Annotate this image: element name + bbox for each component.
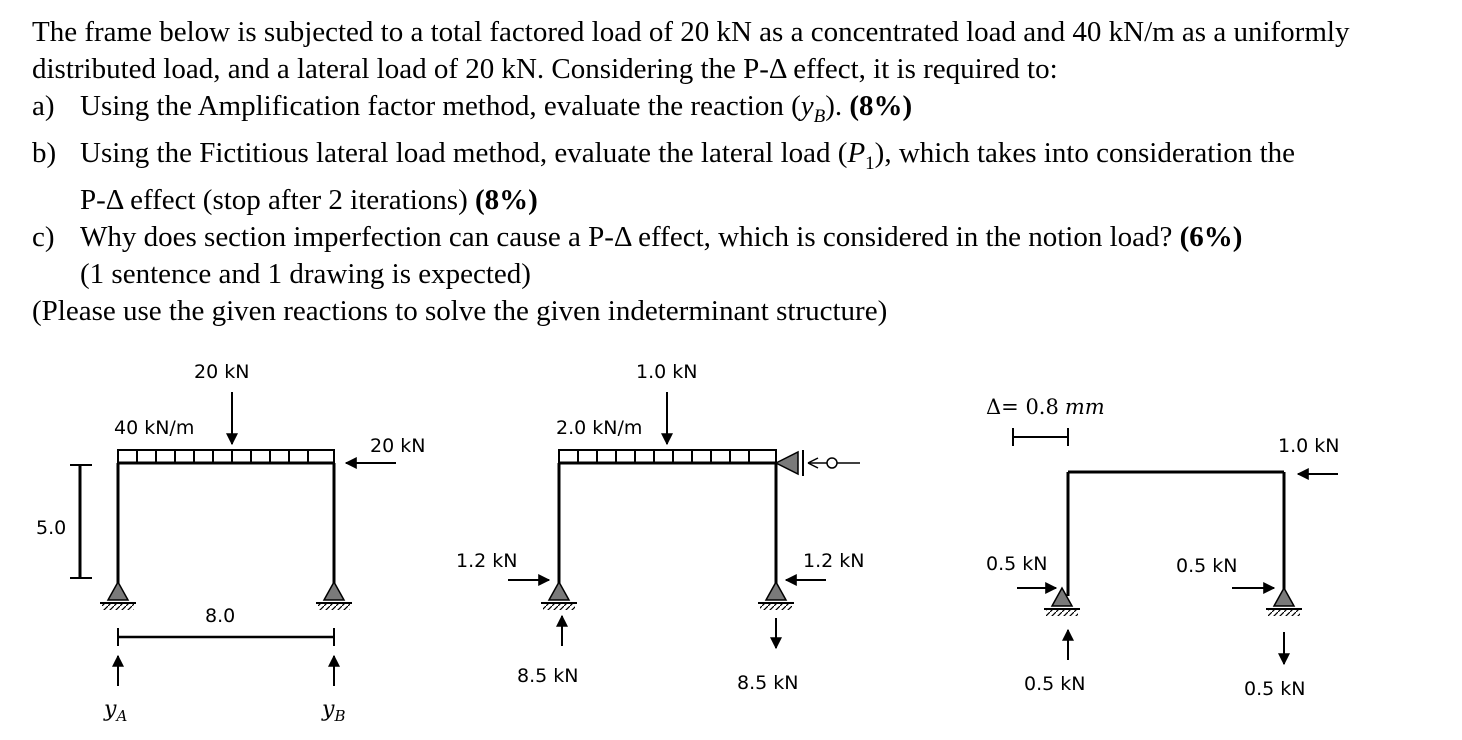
part-a-text: Using the Amplification factor method, evaluate the reaction (: [80, 90, 801, 122]
part-b-line-2-text: P-Δ effect (stop after 2 iterations): [80, 183, 468, 216]
part-c-marks: (6%): [1179, 220, 1243, 253]
frame-2-lateral-restraint: [776, 450, 860, 476]
part-a-after: ).: [825, 90, 843, 122]
part-b-after: ), which takes into consideration the: [874, 136, 1296, 169]
frame-3-left-horizontal-label: 0.5 kN: [986, 553, 1048, 575]
frame-2-point-load-label: 1.0 kN: [636, 361, 698, 383]
frame-1-reaction-b-label: [321, 697, 345, 725]
part-c-text: Why does section imperfection can cause a P-Δ effect, which is considered in the notion load?: [80, 220, 1173, 253]
frame-3-delta-label: [986, 395, 1105, 419]
frame-3-delta-value: 0.8: [1025, 395, 1059, 419]
frame-1-support-a: [100, 582, 136, 610]
part-b-marks: (8%): [474, 183, 538, 216]
note-line: (Please use the given reactions to solve the given indeterminant structure): [32, 294, 888, 327]
frame-3: [986, 395, 1339, 700]
part-c-line-2: (1 sentence and 1 drawing is expected): [80, 257, 531, 290]
frame-1-udl-label: 40 kN/m: [114, 417, 195, 439]
intro-line-1: The frame below is subjected to a total factored load of 20 kN as a concentrated load and 40 kN/m as a uniformly: [32, 16, 1350, 48]
frame-3-right-horizontal-label: 0.5 kN: [1176, 555, 1238, 577]
part-a-subscript: B: [813, 105, 826, 127]
part-b-tag: b): [32, 136, 57, 169]
part-a-marks: (8%): [849, 90, 913, 122]
frame-1-reaction-a-label: [103, 697, 127, 725]
part-a-tag: a): [32, 90, 55, 122]
frame-2-left-horizontal-label: 1.2 kN: [456, 550, 518, 572]
frame-2-support-a: [541, 582, 577, 610]
frame-3-left-vertical-label: 0.5 kN: [1024, 673, 1086, 695]
frame-1-lateral-load-label: 20 kN: [370, 435, 426, 457]
frame-1-reaction-a-var: y: [104, 697, 117, 722]
frame-2-right-horizontal-label: 1.2 kN: [803, 550, 865, 572]
frame-1-height-dimension: [70, 465, 92, 578]
frame-3-support-b: [1266, 588, 1302, 616]
frame-2-left-vertical-label: 8.5 kN: [517, 665, 579, 687]
frame-2: [456, 361, 864, 694]
intro-line-2: distributed load, and a lateral load of 20 kN. Considering the P-Δ effect, it is required to:: [32, 53, 1058, 85]
frame-1-span-label: 8.0: [205, 605, 236, 627]
frame-3-delta-bracket: [1013, 428, 1068, 446]
frame-1-height-label: 5.0: [36, 517, 67, 539]
frame-3-right-vertical-label: 0.5 kN: [1244, 678, 1306, 700]
frame-3-delta-unit: mm: [1064, 395, 1105, 419]
part-b-subscript: 1: [865, 152, 875, 174]
part-b-text: Using the Fictitious lateral load method, evaluate the lateral load (: [80, 136, 848, 169]
frame-1-span-dimension: [118, 628, 334, 646]
frame-2-udl-label: 2.0 kN/m: [556, 417, 643, 439]
frame-1-point-load-label: 20 kN: [194, 361, 250, 383]
frame-3-delta-prefix: Δ=: [986, 395, 1026, 419]
frame-2-right-vertical-label: 8.5 kN: [737, 672, 799, 694]
frame-3-support-a: [1044, 588, 1080, 616]
part-a-variable: y: [800, 90, 814, 122]
frame-2-support-b: [758, 582, 794, 610]
part-c-tag: c): [32, 220, 55, 253]
frame-1-support-b: [316, 582, 352, 610]
frame-2-udl-block: [559, 450, 776, 463]
frame-3-lateral-load-label: 1.0 kN: [1278, 435, 1340, 457]
frame-1: [36, 361, 425, 725]
part-b-variable: P: [847, 136, 866, 169]
frame-1-reaction-b-var: y: [322, 697, 335, 722]
frame-1-reaction-b-sub: B: [334, 707, 346, 725]
frame-1-reaction-a-sub: A: [116, 707, 128, 725]
frame-1-udl-block: [118, 450, 334, 463]
